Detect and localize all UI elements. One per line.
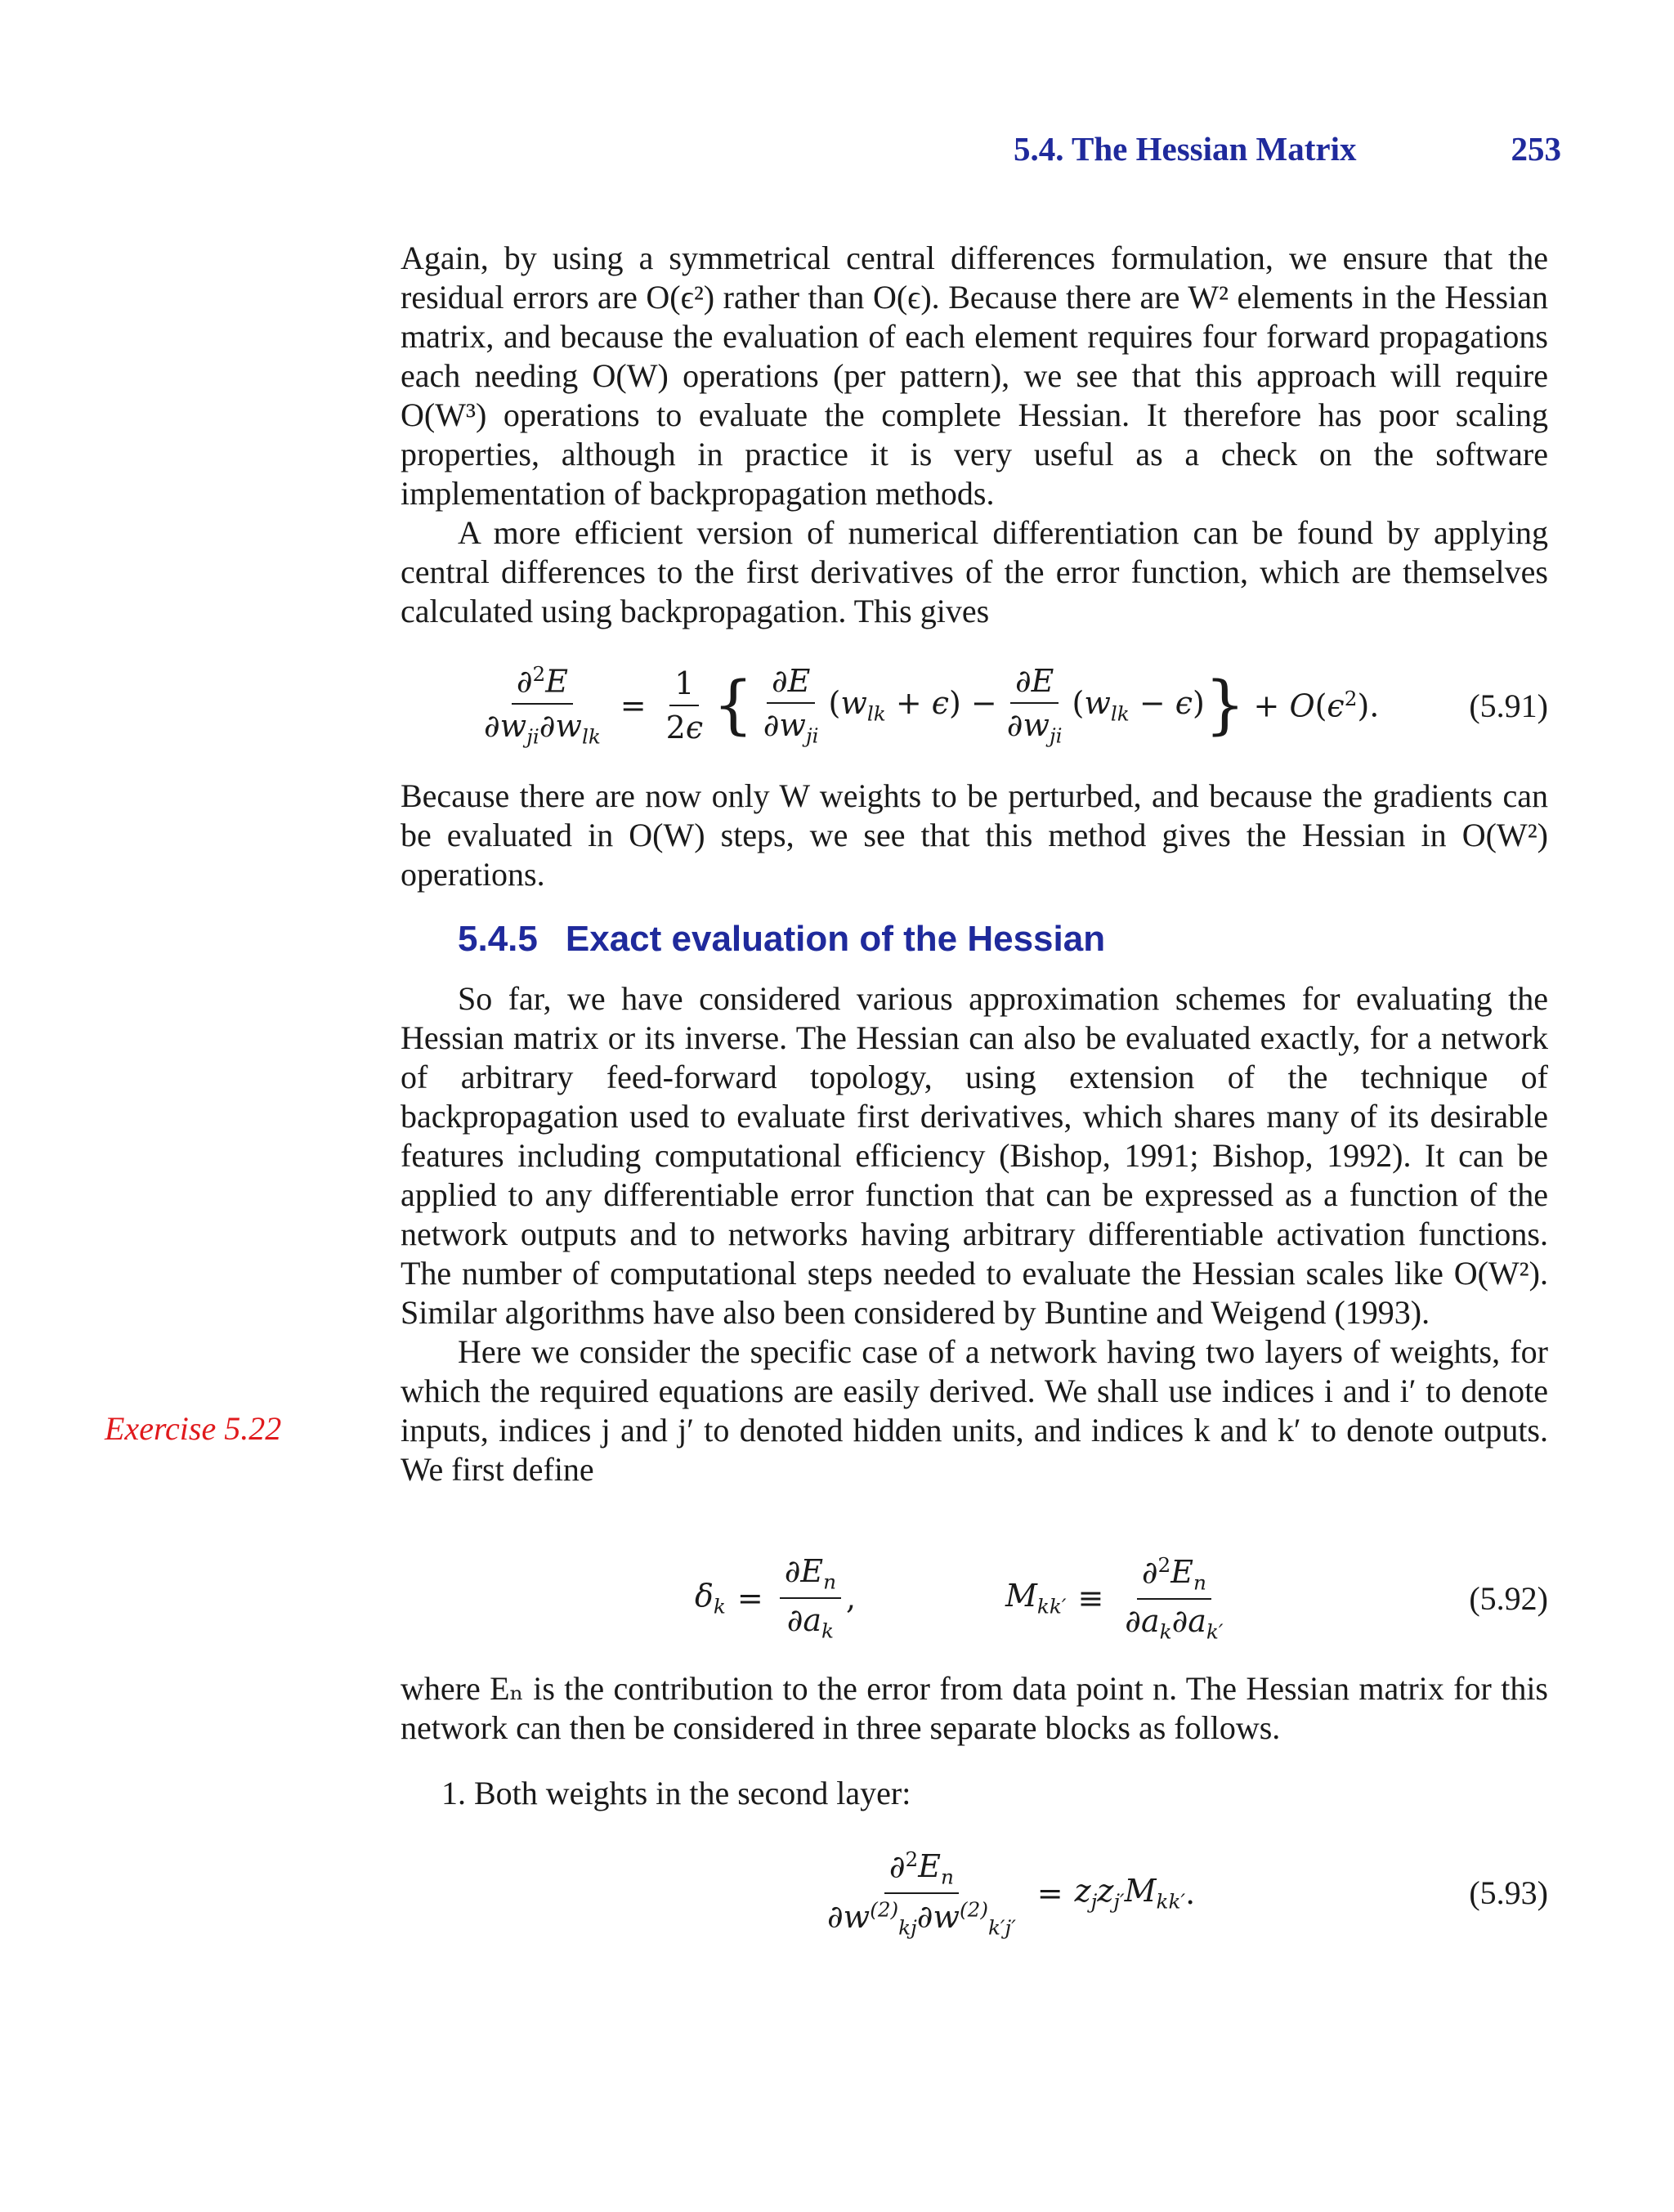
equation-5-93: $\frac{\partial^2E_n}{\partial w^{(2)}_{kj}\partial w^{(2)}_{k'j'}}$ = $z_jz_{j'}M_{kk'}$ . (5.93) <box>827 1847 1548 1940</box>
equation-number: (5.91) <box>1469 687 1548 724</box>
section-heading <box>458 919 1105 960</box>
paragraph-1-block <box>401 239 1548 631</box>
paragraph-5: Here we consider the specific case of a network having two layers of weights, for which the required equations are easily derived. We shall use indices i and i′ to denote inputs, indices j and j′ to denoted hidden units, and indices k and k′ to denote outputs. We first define <box>401 1333 1548 1488</box>
paragraph-3: Because there are now only W weights to be perturbed, and because the gradients can be evaluated in O(W) steps, we see that this method gives the Hessian in O(W²) operations. <box>401 777 1548 893</box>
paragraph-6-block <box>401 1669 1548 1748</box>
equation-5-91: $\frac{\partial^2E}{\partial w_{ji}\partial w_{lk}}$ = $\frac{1}{2\epsilon}$ { $\frac{\partial E}{\partial w_{ji}}$ $(w_{lk} + \epsilon)$ − $\frac{\partial E}{\partial w_{ji}}$ $(w_{lk} - \epsilon)$ } + $O(\epsilon^2)$. (5.91) <box>484 662 1548 749</box>
section-number: 5.4.5 <box>458 919 538 959</box>
paragraph-2: A more efficient version of numerical differentiation can be found by applying central differences to the first derivatives of the error function, which are themselves calculated using backpropagation. This gives <box>401 514 1548 629</box>
section-title: Exact evaluation of the Hessian <box>565 919 1106 959</box>
paragraph-3-block <box>401 777 1548 894</box>
running-header <box>1014 129 1561 175</box>
paragraph-1: Again, by using a symmetrical central differences formulation, we ensure that the residual errors are O(ϵ²) rather than O(ϵ). Because there are W² elements in the Hessian matrix, and because the evaluation of each element requires four forward propagations each needing O(W) operations (per pattern), we see that this approach will require O(W³) operations to evaluate the complete Hessian. It therefore has poor scaling properties, although in practice it is very useful as a check on the software implementation of backpropagation methods. <box>401 240 1548 512</box>
list-item-1: 1. Both weights in the second layer: <box>441 1775 911 1811</box>
paragraph-4: So far, we have considered various approximation schemes for evaluating the Hessian matrix or its inverse. The Hessian can also be evaluated exactly, for a network of arbitrary feed-forward topology, using extension of the technique of backpropagation used to evaluate first derivatives, which shares many of its desirable features including computational efficiency (Bishop, 1991; Bishop, 1992). It can be applied to any differentiable error function that can be expressed as a function of the network outputs and to networks having arbitrary differentiable activation functions. The number of computational steps needed to evaluate the Hessian scales like O(W²). Similar algorithms have also been considered by Buntine and Weigend (1993). <box>401 980 1548 1331</box>
paragraph-6: where Eₙ is the contribution to the error from data point n. The Hessian matrix for this network can then be considered in three separate blocks as follows. <box>401 1670 1548 1746</box>
paragraph-4-block <box>401 979 1548 1489</box>
header-page-number: 253 <box>1511 130 1561 168</box>
equation-number: (5.93) <box>1469 1874 1548 1911</box>
header-section-title: 5.4. The Hessian Matrix <box>1014 130 1357 168</box>
equation-5-92: $\delta_k$ = $\frac{\partial E_n}{\partial a_k}$ , $M_{kk'}$ ≡ $\frac{\partial^2E_n}{\partial a_k\partial a_{k'}}$ (5.92) <box>695 1552 1548 1644</box>
equation-number: (5.92) <box>1469 1580 1548 1617</box>
margin-exercise-note: Exercise 5.22 <box>105 1410 282 1447</box>
